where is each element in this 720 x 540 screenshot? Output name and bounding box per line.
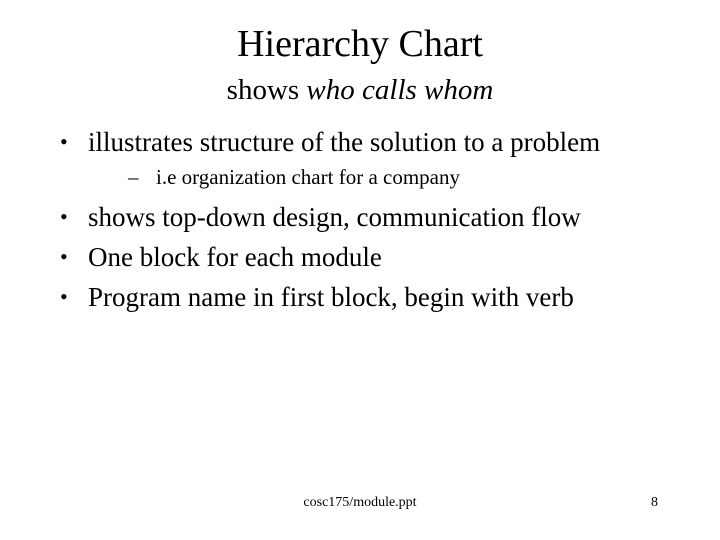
slide-title: Hierarchy Chart: [237, 23, 483, 65]
bullet-list: [60, 122, 700, 317]
bullet-mark: •: [60, 244, 68, 269]
sub-bullet-text: i.e organization chart for a company: [156, 165, 460, 189]
bullet-mark: •: [60, 129, 68, 154]
page-number: 8: [651, 495, 658, 510]
bullet-item: [60, 197, 700, 237]
bullet-text: One block for each module: [88, 242, 382, 272]
sub-bullet-mark: –: [128, 165, 139, 189]
bullet-text: shows top-down design, communication flow: [88, 202, 581, 232]
footer-filename: cosc175/module.ppt: [303, 495, 417, 510]
bullet-text: Program name in first block, begin with verb: [88, 282, 574, 312]
slide-subtitle: [0, 70, 720, 110]
bullet-text: illustrates structure of the solution to a problem: [88, 127, 601, 157]
sub-bullet-item: [128, 160, 700, 194]
subtitle-plain: shows: [226, 74, 307, 106]
subtitle-italic: who calls whom: [306, 74, 494, 106]
bullet-mark: •: [60, 204, 68, 229]
bullet-item: [60, 277, 700, 317]
bullet-mark: •: [60, 284, 68, 309]
bullet-item: [60, 237, 700, 277]
bullet-item: [60, 122, 700, 162]
